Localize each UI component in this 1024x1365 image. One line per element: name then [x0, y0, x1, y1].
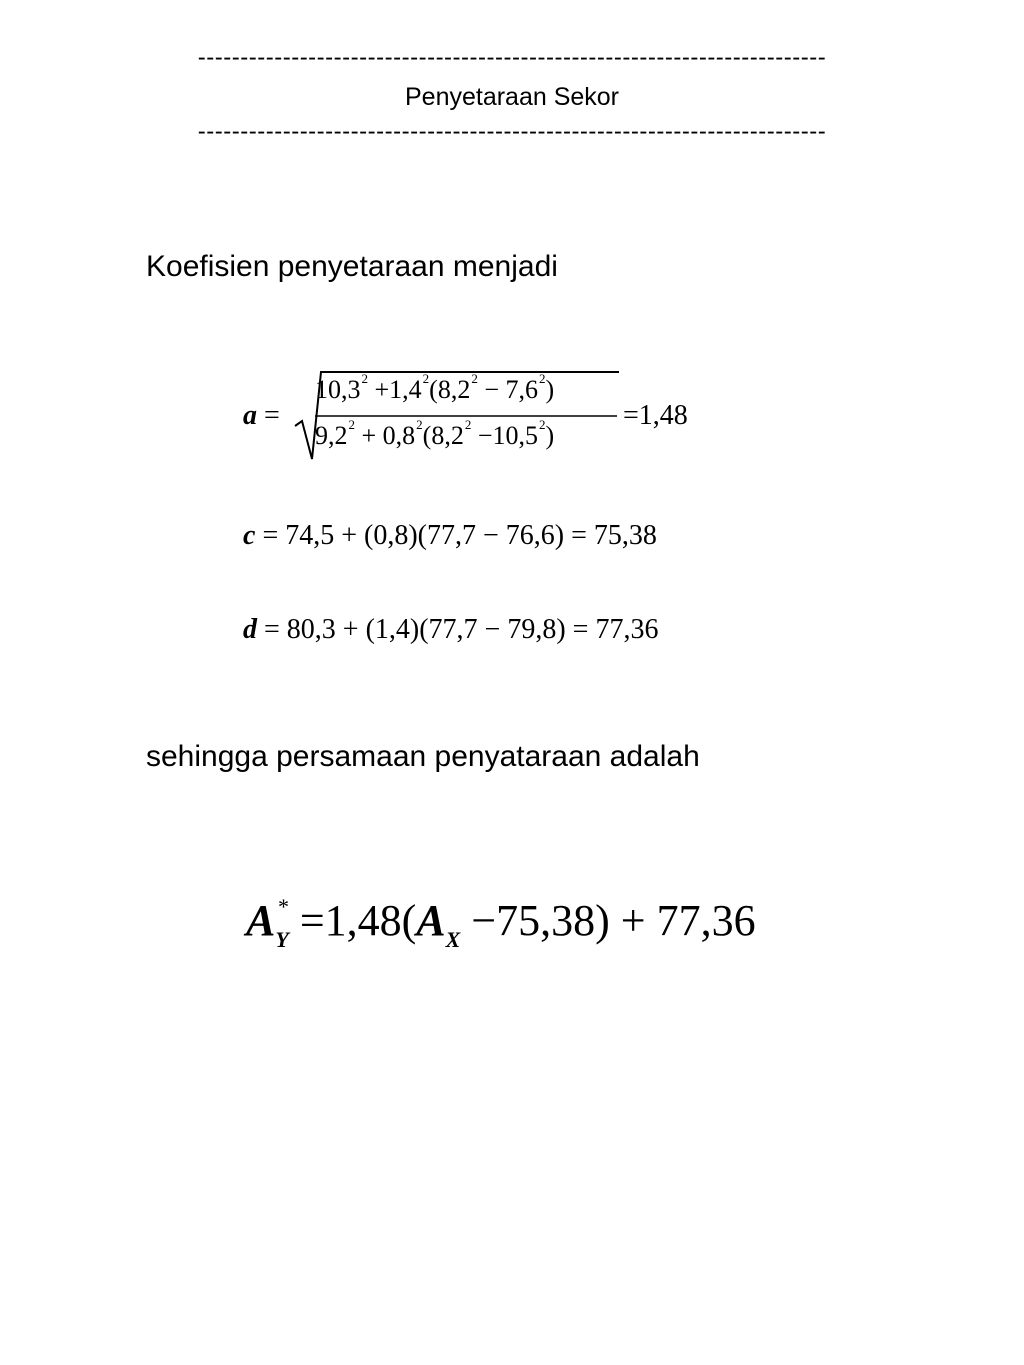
- equation-final-end: −75,38) + 77,36: [460, 896, 756, 945]
- subscript-y: Y: [275, 927, 289, 952]
- equation-final-middle: =1,48(: [299, 896, 417, 945]
- variable-d: d: [243, 614, 257, 645]
- variable-a: a: [243, 400, 257, 431]
- equation-final: [246, 894, 756, 952]
- subscript-x: X: [445, 927, 461, 952]
- equation-a-denominator: $9,2^2 + 0,8^2(8,2^2 -10,5^2)$: [315, 417, 555, 450]
- equation-d-rhs: = 80,3 + (1,4)(77,7 − 79,8) = 77,36: [257, 614, 659, 645]
- equals-sign: =: [264, 400, 280, 431]
- variable-c: c: [243, 520, 256, 551]
- variable-a-y-star: $A_Y$ *: [246, 894, 289, 952]
- equation-a-numerator: $10,3^2 +1,4^2(8,2^2 - 7,6^2)$: [315, 371, 555, 404]
- equation-d: [243, 614, 658, 646]
- header-title: Penyetaraan Sekor: [404, 83, 620, 111]
- equation-a-result: =1,48: [623, 400, 688, 431]
- superscript-star: *: [278, 894, 289, 919]
- variable-a-x: A: [416, 896, 446, 945]
- header-dash-line-top: --------------------------------------------------------------------------: [197, 44, 827, 71]
- equation-c: [243, 520, 657, 552]
- paragraph-coefficient-intro: Koefisien penyetaraan menjadi: [146, 250, 558, 283]
- paragraph-equation-intro: sehingga persamaan penyataraan adalah: [146, 740, 700, 773]
- header-dash-line-bottom: --------------------------------------------------------------------------: [197, 118, 827, 145]
- equation-a-lhs: [243, 400, 280, 432]
- equation-a: [243, 366, 713, 466]
- equation-c-rhs: = 74,5 + (0,8)(77,7 − 76,6) = 75,38: [255, 520, 657, 551]
